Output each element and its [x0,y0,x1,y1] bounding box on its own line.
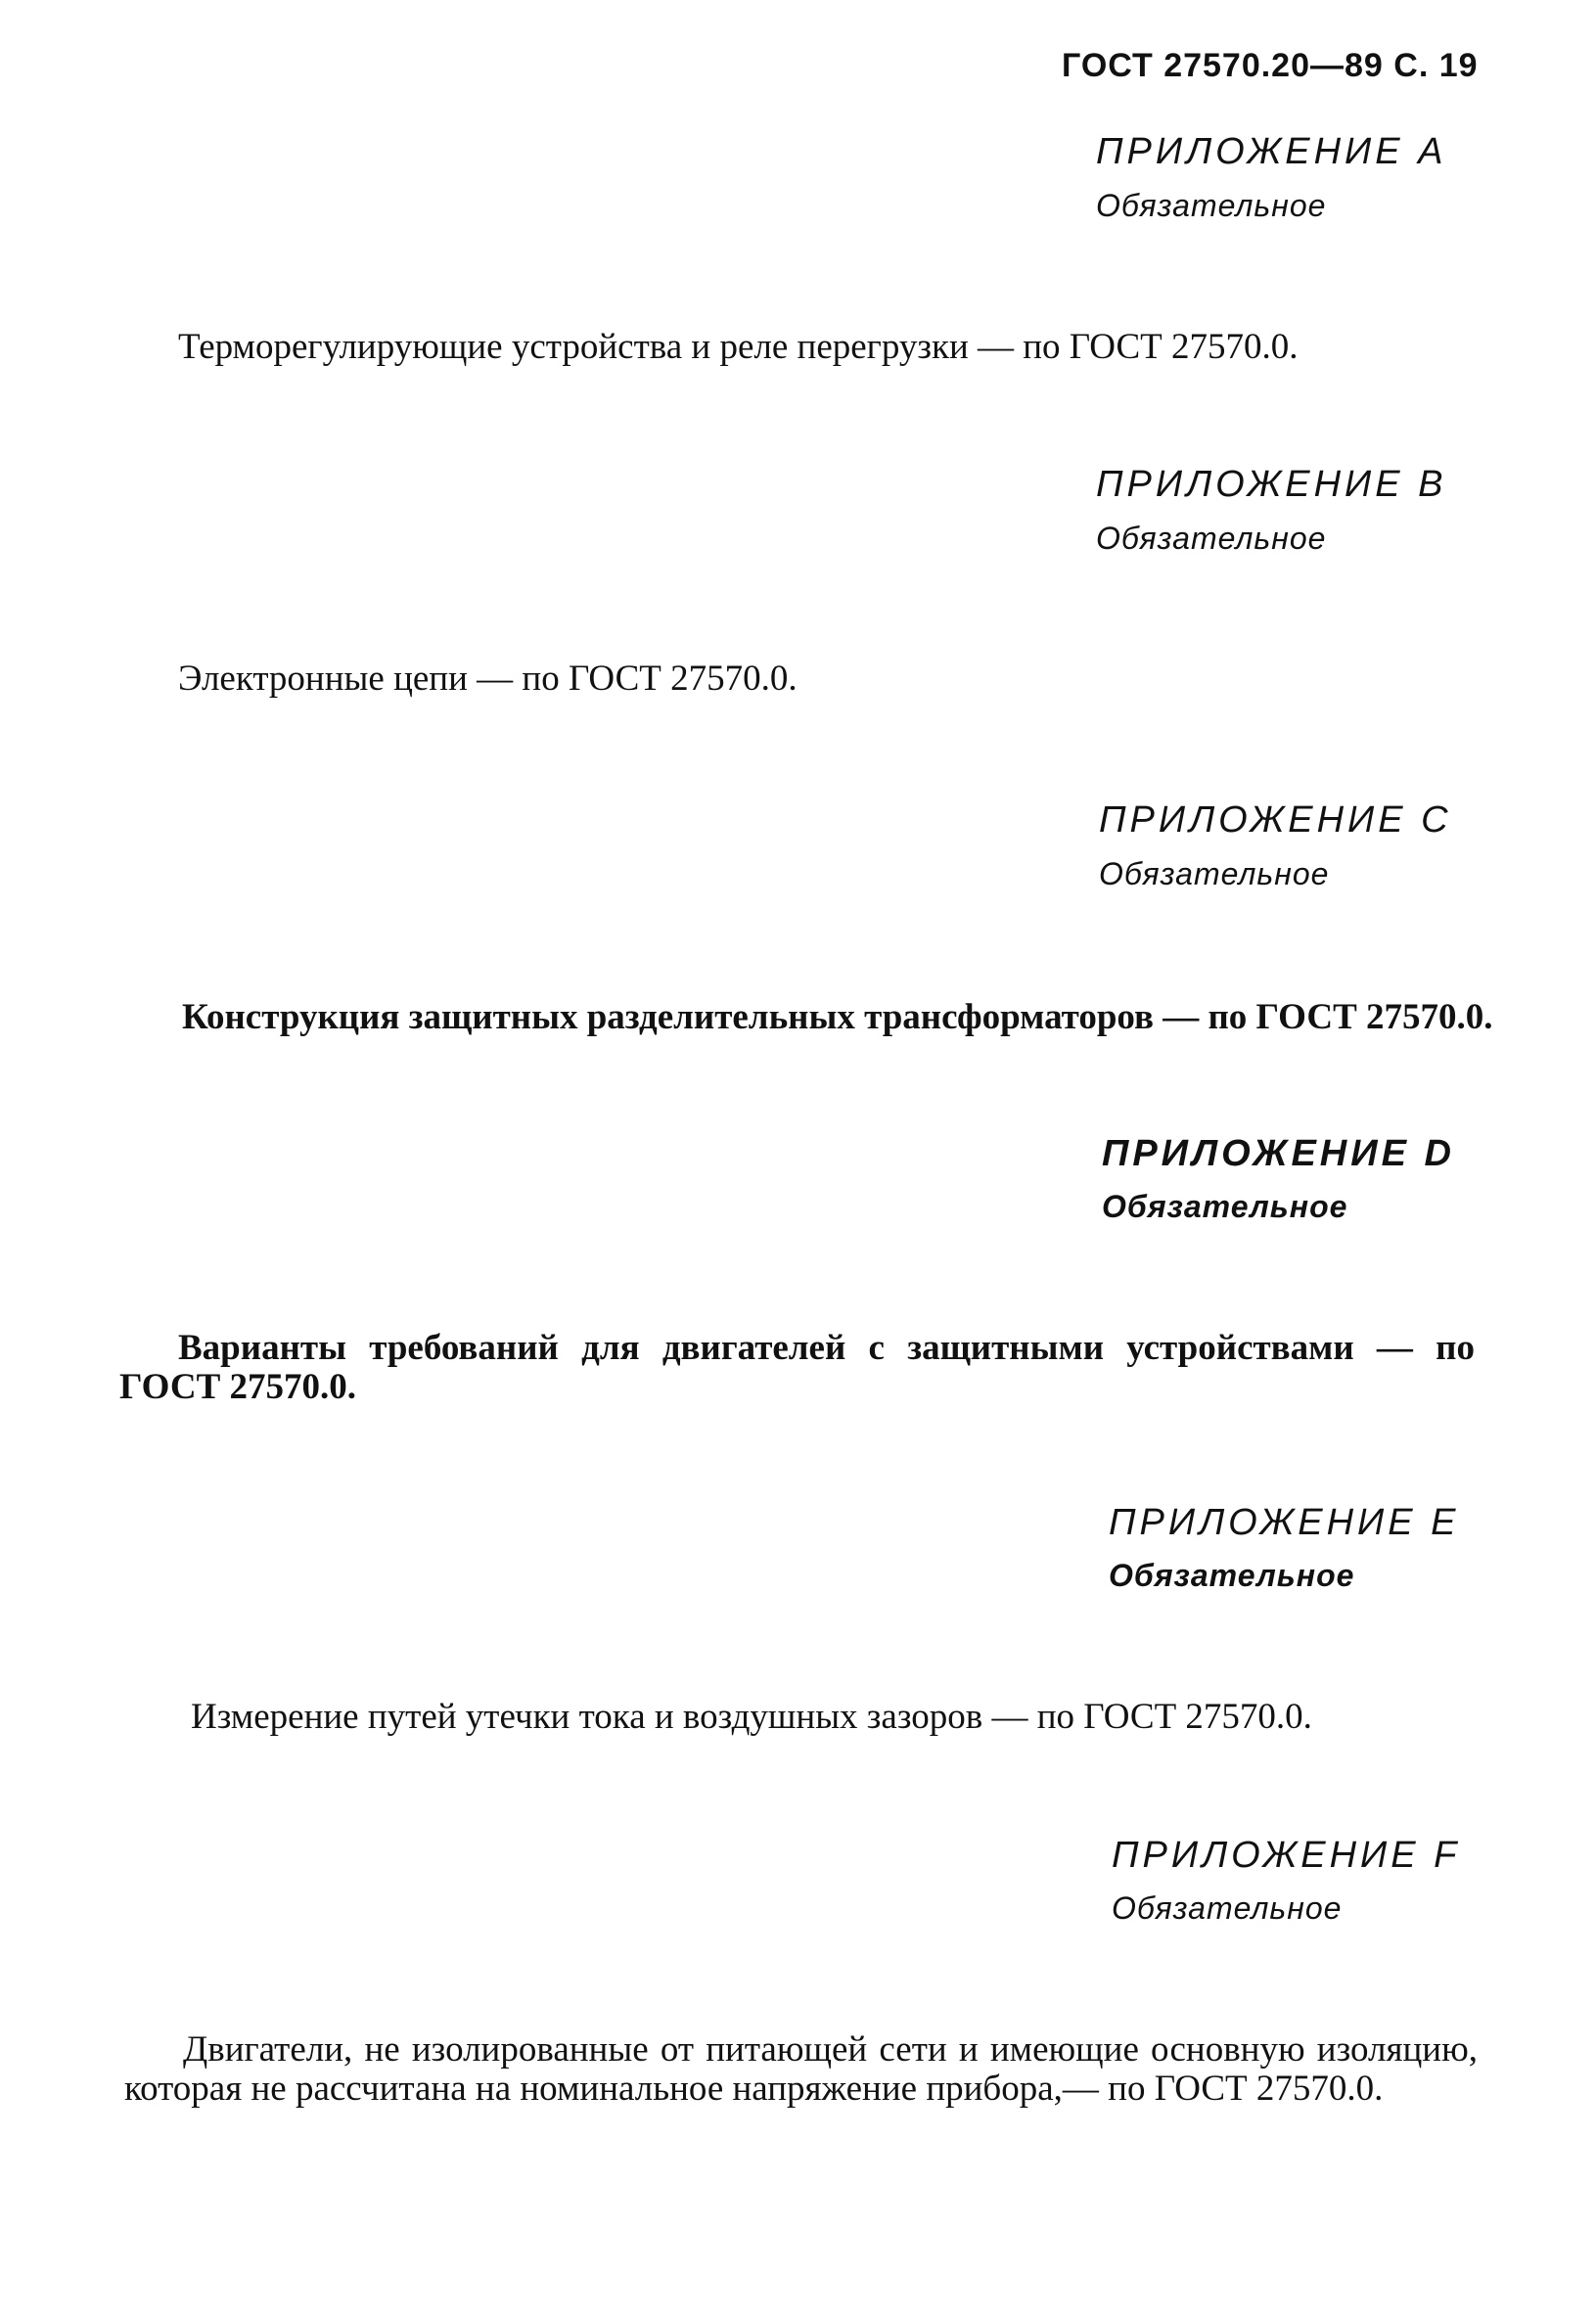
appendix-c-status: Обязательное [1099,856,1330,891]
appendix-e-status: Обязательное [1109,1558,1355,1593]
appendix-c-title: ПРИЛОЖЕНИЕ C [1099,799,1452,841]
appendix-f-status: Обязательное [1112,1890,1343,1926]
appendix-d-title: ПРИЛОЖЕНИЕ D [1102,1133,1455,1174]
appendix-d-text: Варианты требований для двигателей с защитными устройствами — по ГОСТ 27570.0. [119,1328,1475,1407]
appendix-a-title: ПРИЛОЖЕНИЕ A [1096,131,1447,172]
appendix-a-status: Обязательное [1096,188,1327,223]
appendix-e-title: ПРИЛОЖЕНИЕ E [1109,1502,1460,1543]
appendix-d-status: Обязательное [1102,1189,1348,1224]
appendix-e-text: Измерение путей утечки тока и воздушных зазоров — по ГОСТ 27570.0. [191,1697,1312,1737]
appendix-b-status: Обязательное [1096,521,1327,556]
appendix-b-text: Электронные цепи — по ГОСТ 27570.0. [178,659,798,699]
appendix-f-title: ПРИЛОЖЕНИЕ F [1112,1835,1461,1876]
appendix-a-text: Терморегулирующие устройства и реле перегрузки — по ГОСТ 27570.0. [178,327,1299,367]
appendix-b-title: ПРИЛОЖЕНИЕ B [1096,464,1447,505]
appendix-c-text: Конструкция защитных разделительных трансформаторов — по ГОСТ 27570.0. [182,997,1493,1037]
appendix-f-text: Двигатели, не изолированные от питающей сети и имеющие основную изоляцию, которая не рассчитана на номинальное напряжение прибора,— по ГОСТ 27570.0. [124,2029,1478,2109]
running-header: ГОСТ 27570.20—89 С. 19 [1062,47,1479,84]
